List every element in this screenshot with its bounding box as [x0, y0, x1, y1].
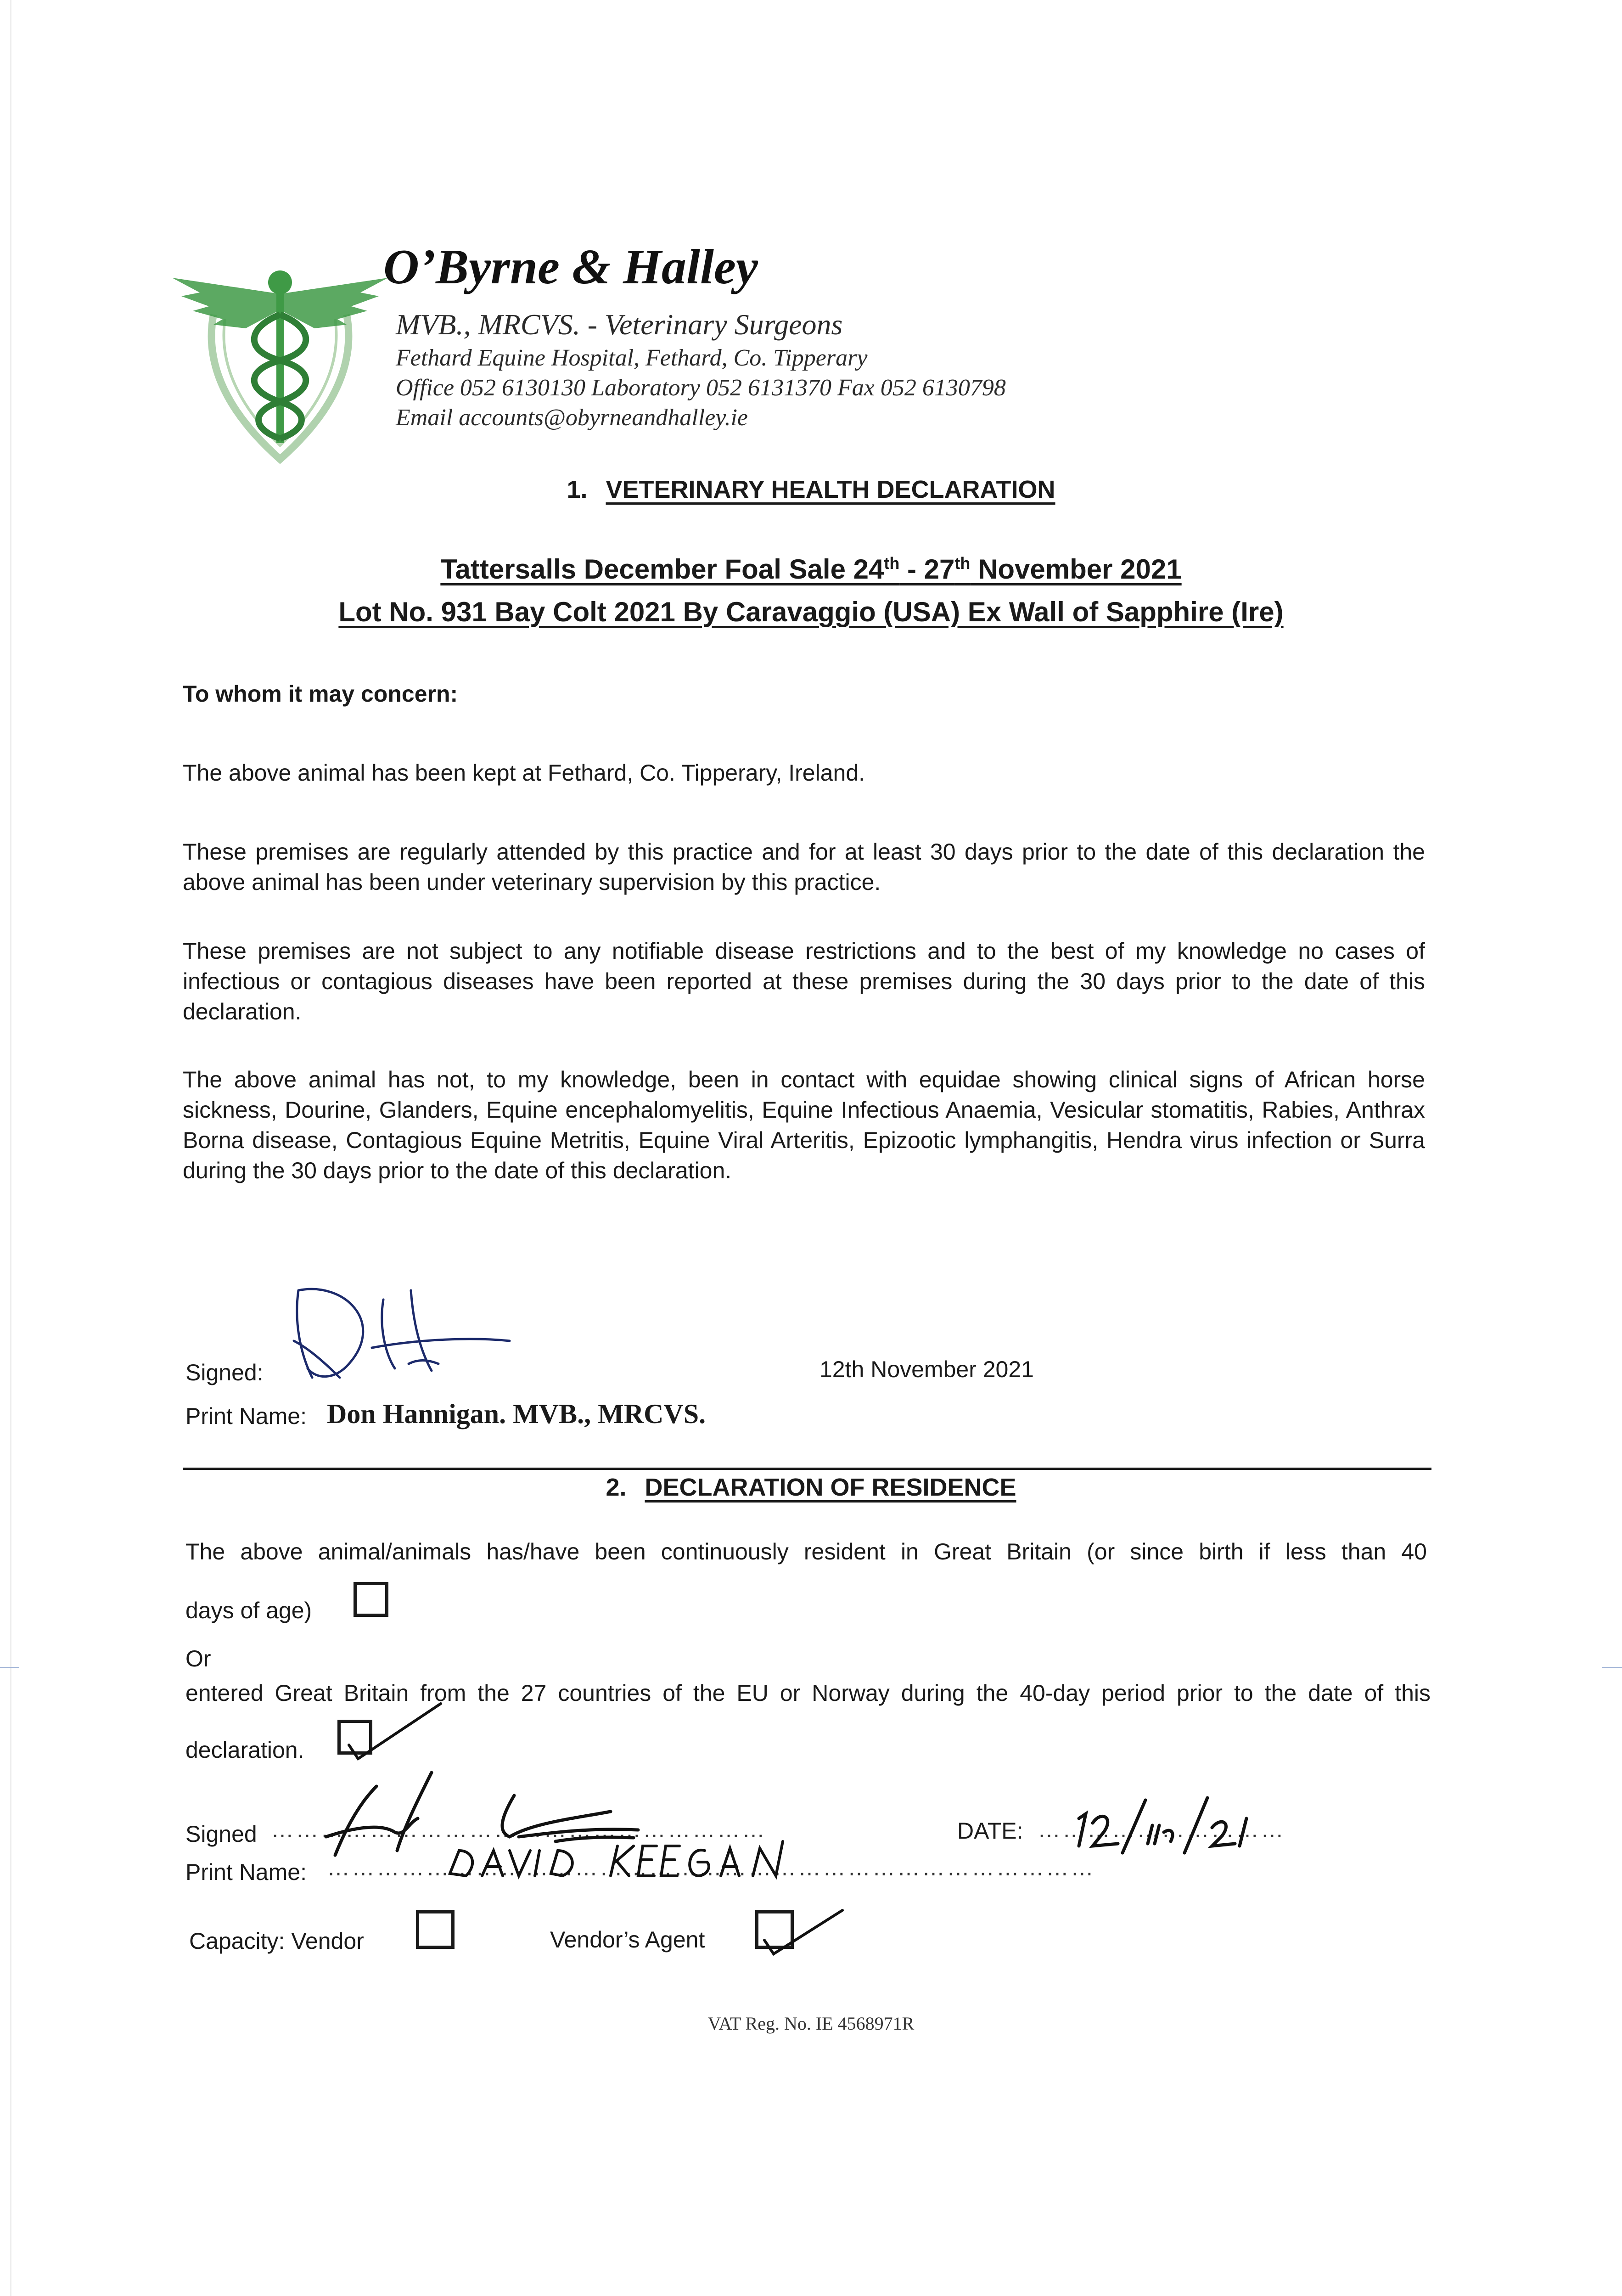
or-label: Or [185, 1646, 211, 1671]
section-divider [183, 1468, 1431, 1470]
vendor-agent-label: Vendor’s Agent [550, 1927, 705, 1953]
agent-print-name [441, 1832, 808, 1883]
paragraph: These premises are not subject to any notifiable disease restrictions and to the best of my knowledge no cases of infectious or contagious diseases have been reported at these premises during the 30 days prior to the date of this declaration. [183, 938, 1425, 1024]
sale-title-sup: th [954, 554, 971, 573]
section2-heading [0, 1473, 1622, 1502]
signed-label: Signed [185, 1821, 257, 1847]
section2-title: DECLARATION OF RESIDENCE [645, 1474, 1016, 1501]
caduceus-icon [172, 250, 388, 466]
vet-signature [280, 1272, 519, 1391]
paragraph: The above animal has not, to my knowledge, been in contact with equidae showing clinical signs of African horse sickness, Dourine, Glanders, Equine encephalomyelitis, Equine Infectious Anaemia, Vesicular stomatitis, Rabies, Anthrax Borna disease, Contagious Equine Metritis, Equine Viral Arteritis, Epizootic lymphangitis, Hendra virus infection or Surra during the 30 days prior to the date of this declaration. [183, 1067, 1425, 1183]
section1-title: VETERINARY HEALTH DECLARATION [606, 476, 1055, 503]
greeting: To whom it may concern: [183, 681, 458, 707]
lot-title: Lot No. 931 Bay Colt 2021 By Caravaggio (USA) Ex Wall of Sapphire (Ire) [338, 597, 1284, 627]
sale-title-part: - 27 [899, 554, 955, 585]
margin-mark [0, 1667, 19, 1668]
residence-text: The above animal/animals has/have been continuously resident in Great Britain (or since birth if less than 40 [185, 1539, 1427, 1564]
agent-date [1065, 1791, 1272, 1855]
check-mark-icon [753, 1890, 845, 1958]
firm-phones: Office 052 6130130 Laboratory 052 6131370 Fax 052 6130798 [396, 375, 1006, 401]
vendor-checkbox[interactable] [416, 1910, 455, 1949]
capacity-vendor-label: Capacity: Vendor [189, 1928, 364, 1954]
sale-title-part: November 2021 [970, 554, 1182, 585]
print-name-line: ………………………………………………………………………………… [327, 1855, 1095, 1880]
signature-line: …………………………………………………… [271, 1817, 767, 1842]
check-mark-icon [333, 1694, 443, 1763]
entered-text: entered Great Britain from the 27 countries of the EU or Norway during the 40-day period prior to the date of this [185, 1680, 1431, 1706]
firm-address: Fethard Equine Hospital, Fethard, Co. Tipperary [396, 345, 868, 371]
date-line: ………………………… [1038, 1817, 1285, 1842]
section1-heading [0, 475, 1622, 504]
entered-text-cont: declaration. [185, 1737, 304, 1763]
signed-label: Signed: [185, 1360, 264, 1385]
vat-number: VAT Reg. No. IE 4568971R [707, 2013, 915, 2034]
vet-print-name: Don Hannigan. MVB., MRCVS. [327, 1399, 706, 1429]
firm-email: Email accounts@obyrneandhalley.ie [396, 405, 748, 431]
firm-qualifications: MVB., MRCVS. - Veterinary Surgeons [396, 308, 843, 341]
paragraph: The above animal has been kept at Fethard, Co. Tipperary, Ireland. [183, 760, 865, 786]
margin-mark [1602, 1667, 1622, 1668]
print-name-label: Print Name: [185, 1403, 307, 1429]
sale-title-sup: th [884, 554, 900, 573]
print-name-label: Print Name: [185, 1859, 307, 1885]
residence-text-cont: days of age) [185, 1598, 312, 1623]
paragraph: These premises are regularly attended by this practice and for at least 30 days prior to the date of this declaration the above animal has been under veterinary supervision by this practice. [183, 839, 1425, 895]
date-label: DATE: [957, 1818, 1023, 1844]
section2-number: 2. [606, 1474, 627, 1501]
scan-edge [10, 0, 11, 2296]
section1-number: 1. [567, 476, 588, 503]
sale-title-part: Tattersalls December Foal Sale 24 [440, 554, 884, 585]
declaration-date: 12th November 2021 [819, 1356, 1034, 1382]
sale-title [0, 553, 1622, 585]
resident-checkbox[interactable] [354, 1582, 388, 1617]
firm-name: O’Byrne & Halley [383, 240, 758, 294]
